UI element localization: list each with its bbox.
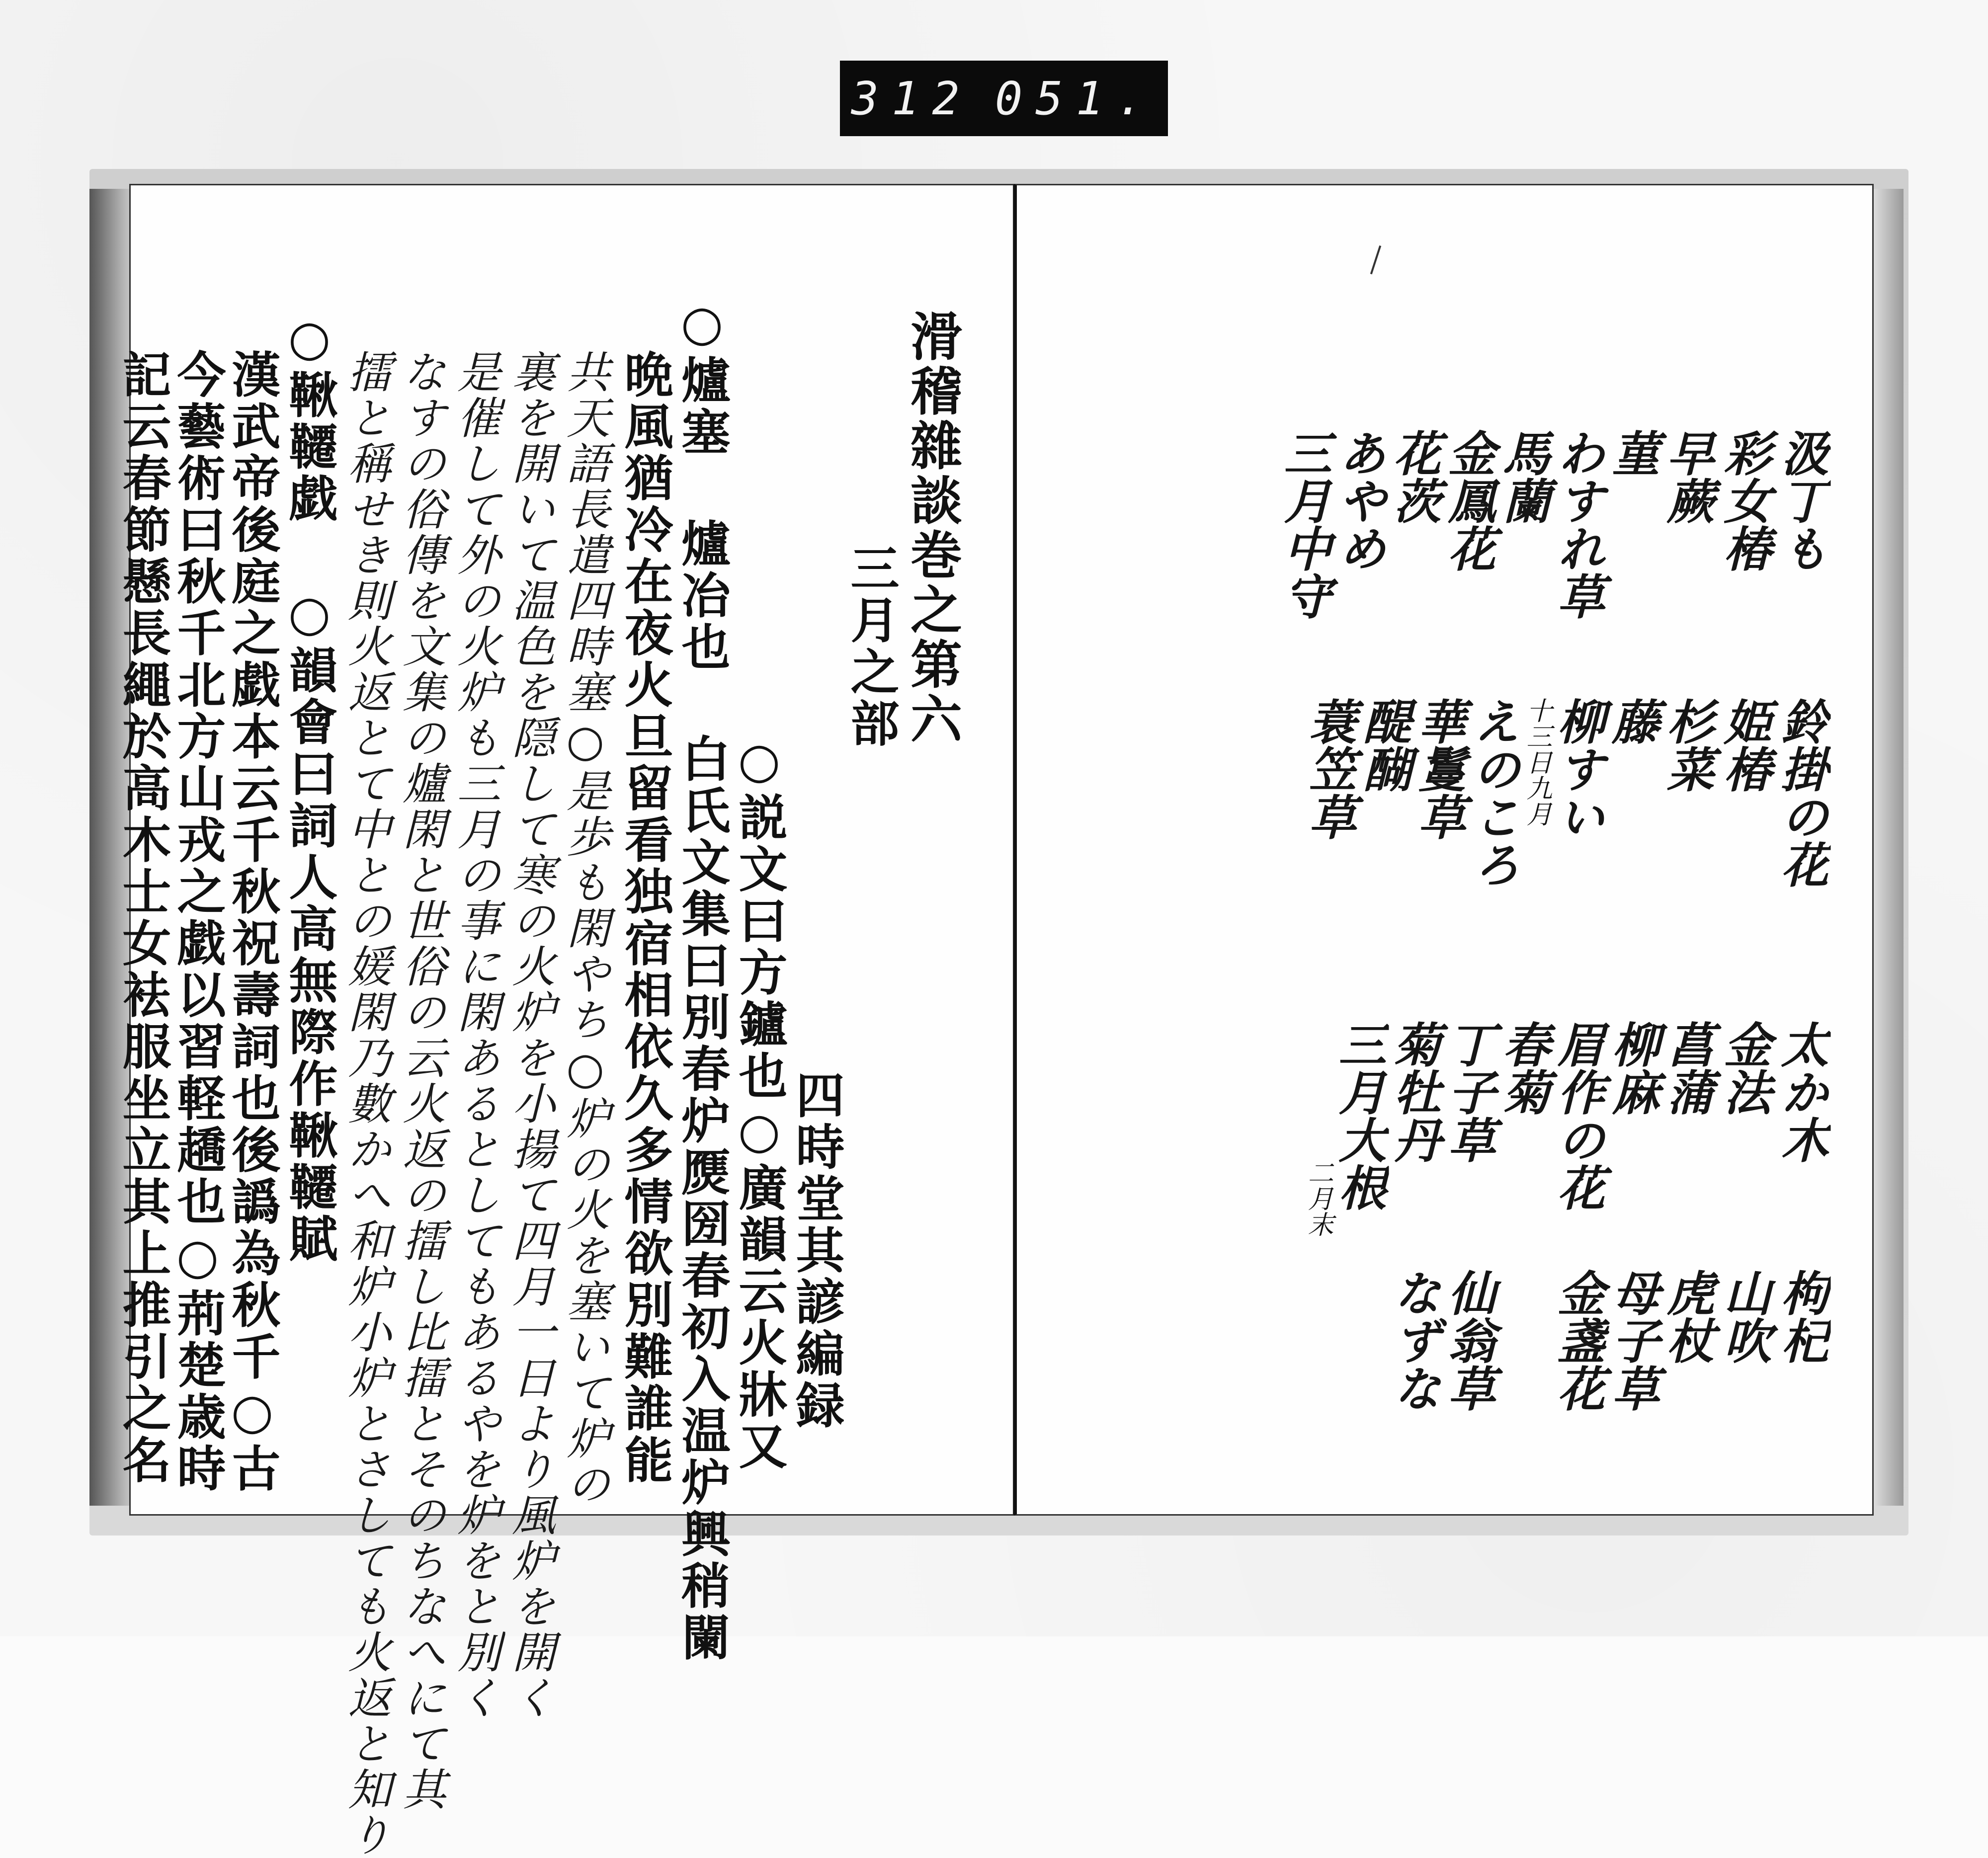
catalog-number-label (840, 61, 1168, 136)
plant-entry: 丁子草 (1440, 1020, 1496, 1163)
plant-entry: 母子草 (1604, 1269, 1660, 1412)
text-column-1: ○説文曰方鑪也○廣韻云火牀又 (731, 732, 788, 1472)
plant-entry: 菊牡丹 (1386, 1020, 1442, 1163)
plant-note: 十三日九月 (1522, 697, 1552, 826)
catalog-number-left: 312 (851, 72, 973, 125)
left-page (114, 184, 1014, 1858)
plant-entry: 鈴掛の花 (1773, 697, 1829, 888)
section-heading: 三月之部 (842, 543, 900, 750)
plant-entry: 早蕨 (1659, 429, 1715, 524)
plant-entry: 華鬘草 (1410, 697, 1467, 840)
plant-note: 二月末 (1303, 1159, 1333, 1237)
plant-entry: 枸杞 (1773, 1269, 1829, 1364)
open-book (89, 169, 1908, 1858)
plant-entry: 太か木 (1773, 1020, 1829, 1163)
plant-entry: 馬蘭 (1495, 429, 1551, 524)
text-column-2: ○爐塞 爐冶也 白氏文集曰別春炉㷳圀春初入温炉興稍闌 (673, 295, 731, 1664)
text-column-9: ○鞦韆戯 ○韻會曰詞人高無際作鞦韆賦 (281, 310, 338, 1265)
text-column-11: 今藝術曰秋千北方山戎之戯以習軽趫也○荊楚歳時 (169, 349, 226, 1495)
plant-entry: 春菊 (1495, 1020, 1551, 1116)
plant-entry: 藤 (1604, 697, 1660, 745)
plant-entry: えのころ (1465, 697, 1521, 888)
plant-entry: 金盞花 (1550, 1269, 1606, 1412)
text-column-10: 漢武帝後庭之戯本云千秋祝壽詞也後譌為秋千○古 (224, 349, 281, 1495)
text-column-5: 裏を開いて温色を隠して寒の火炉を小揚て四月一日より風炉を開く (505, 349, 556, 1721)
catalog-number-right: 051. (994, 72, 1157, 125)
right-page (1014, 184, 1874, 1516)
plant-entry: 山吹 (1716, 1269, 1772, 1364)
plant-entry: 汲丁も (1773, 429, 1829, 572)
plant-entry: 三月中守 (1276, 429, 1332, 620)
plant-entry: 醍醐 (1356, 697, 1412, 793)
plant-entry: 仙翁草 (1440, 1269, 1496, 1412)
text-column-4: 共天語長遣四時塞○是歩も閑やち○炉の火を塞いて炉の (560, 349, 611, 1507)
stray-ink-mark (1370, 245, 1381, 274)
plant-entry: 虎杖 (1659, 1269, 1715, 1364)
page-title: 滑稽雜談巻之第六 (902, 310, 963, 747)
plant-entry: 金鳳花 (1440, 429, 1496, 572)
plant-entry: あやめ (1331, 429, 1387, 572)
text-column-6: 是催して外の火炉も三月の事に閑あるとしてもあるやを炉をと別く (450, 349, 501, 1721)
plant-entry: 彩女椿 (1716, 429, 1772, 572)
book-edge-right (1874, 189, 1904, 1506)
plant-entry: 姫椿 (1716, 697, 1772, 793)
plant-entry: 三月大根 (1331, 1020, 1387, 1211)
plant-entry: わすれ草 (1550, 429, 1606, 620)
plant-entry: なずな (1386, 1269, 1442, 1412)
text-column-12: 記云春節懸長繩於高木士女袪服坐立其上推引之名 (114, 349, 171, 1486)
plant-entry: 蓑笠草 (1301, 697, 1357, 840)
plant-entry: 菫 (1604, 429, 1660, 477)
text-column-8: 擂と稱せき則火返とて中との媛閑乃數かへ和炉小炉とさしても火返と知り (341, 349, 392, 1858)
plant-entry: 眉作の花 (1550, 1020, 1606, 1211)
text-column-3: 晩風猶冷在夜火旦留看独宿相依久多情欲別難誰能 (616, 349, 673, 1486)
plant-entry: 柳麻 (1604, 1020, 1660, 1116)
author-line: 四時堂其諺編録 (788, 1070, 845, 1432)
plant-entry: 菖蒲 (1659, 1020, 1715, 1116)
plant-entry: 花茨 (1386, 429, 1442, 524)
plant-entry: 杉菜 (1659, 697, 1715, 793)
plant-entry: 金法 (1716, 1020, 1772, 1116)
plant-entry: 柳すい (1550, 697, 1606, 840)
text-column-7: なすの俗傳を文集の爐閑と世俗の云火返の擂し比擂とそのちなへにて其 (396, 349, 447, 1812)
